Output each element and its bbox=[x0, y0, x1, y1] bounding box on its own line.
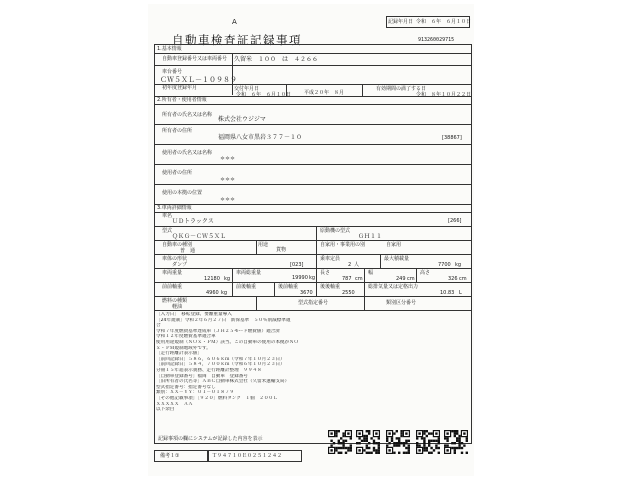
weight-value: 12180 bbox=[204, 276, 220, 282]
fuel-value: 軽油 bbox=[172, 304, 183, 310]
rule bbox=[154, 268, 472, 269]
maker-label: 車名 bbox=[162, 213, 173, 219]
qr-code-3 bbox=[386, 430, 410, 454]
rule bbox=[256, 240, 257, 254]
front-rear-axle-label: 前後軸重 bbox=[236, 284, 257, 290]
rule bbox=[154, 124, 472, 125]
weight-label: 車両重量 bbox=[162, 270, 183, 276]
remarks-line: 分冊１５年超表示義務、走行距離計整理 ９９４８ bbox=[156, 367, 262, 373]
user-name-label: 使用者の氏名又は名称 bbox=[162, 150, 213, 156]
remarks-line: 使用用途規制（ＮＯｘ・ＰＭ）該当。この自動車の使用の本拠がＮＯ bbox=[156, 339, 299, 345]
user-address-label: 使用者の住所 bbox=[162, 170, 193, 176]
body-shape-code: [023] bbox=[290, 262, 304, 268]
owner-name-value: 株式会社ウジジマ bbox=[218, 116, 266, 123]
rule bbox=[154, 282, 472, 283]
front-axle-label: 前前軸重 bbox=[162, 284, 183, 290]
qr-code-2-icon bbox=[356, 430, 380, 454]
registration-label: 自動車登録番号又は車両番号 bbox=[162, 56, 228, 62]
rule bbox=[316, 282, 317, 296]
gross-weight-value: 19990 bbox=[292, 275, 308, 281]
rule bbox=[154, 53, 472, 54]
rule bbox=[154, 240, 472, 241]
remarks-line: 令和１２年度燃費基準適合車 bbox=[156, 334, 216, 340]
rule bbox=[232, 53, 233, 95]
rear-rear-axle-value: 2550 bbox=[342, 290, 355, 296]
width-unit: cm bbox=[407, 276, 415, 282]
rule bbox=[274, 282, 275, 296]
length-value: 787 bbox=[342, 276, 352, 282]
max-load-value: 7700 bbox=[438, 262, 451, 268]
base-location-label: 使用の本拠の位置 bbox=[162, 190, 203, 196]
qr-code-4 bbox=[416, 430, 440, 454]
height-unit: cm bbox=[459, 276, 467, 282]
rule bbox=[154, 226, 472, 227]
base-location-value: ＊＊＊ bbox=[220, 197, 236, 203]
rear-front-axle-value: 3670 bbox=[300, 290, 313, 296]
displacement-value: 10.83 bbox=[440, 290, 455, 296]
private-use-label: 自家用・事業用の別 bbox=[320, 242, 366, 248]
length-unit: cm bbox=[355, 276, 363, 282]
width-label: 幅 bbox=[368, 270, 374, 276]
owner-name-label: 所有者の氏名又は名称 bbox=[162, 112, 213, 118]
qr-code-1-icon bbox=[328, 430, 352, 454]
qr-code-5 bbox=[444, 430, 468, 454]
height-value: 326 bbox=[448, 276, 458, 282]
qr-code-5-icon bbox=[444, 430, 468, 454]
rule bbox=[154, 212, 472, 213]
rule bbox=[154, 104, 472, 105]
body-shape-value: ダンプ bbox=[172, 262, 188, 268]
owner-address-value: 福岡県八女市黒岩３７７－１０ bbox=[218, 134, 303, 141]
front-axle-value: 4960 bbox=[206, 290, 219, 296]
rule bbox=[154, 164, 472, 165]
basic-section-title: 1.基本情報 bbox=[157, 46, 182, 52]
rule bbox=[286, 84, 287, 96]
max-load-label: 最大積載量 bbox=[384, 256, 410, 262]
width-value: 249 bbox=[396, 276, 406, 282]
remarks-line: ＸＸＸＸＸ ＡＡ bbox=[156, 401, 193, 407]
remarks-line: ［24年規制］令和２年６月２７日 新保基準 ５０％削減標準適 bbox=[156, 317, 291, 323]
rule bbox=[316, 240, 317, 254]
private-use-value: 自家用 bbox=[386, 242, 402, 248]
rule bbox=[232, 282, 233, 296]
issue-date-label: 交付年月日 bbox=[234, 86, 260, 92]
expiry-label: 有効期間の満了する日 bbox=[376, 86, 427, 92]
height-label: 高さ bbox=[420, 270, 431, 276]
capacity-value: 2 bbox=[348, 262, 352, 268]
rule bbox=[154, 254, 472, 255]
body-shape-label: 車体の形状 bbox=[162, 256, 188, 262]
rule bbox=[154, 296, 472, 297]
remarks-block bbox=[156, 312, 331, 413]
rule bbox=[154, 310, 472, 311]
max-load-unit: kg bbox=[455, 262, 462, 268]
inspection-certificate-sheet bbox=[148, 4, 474, 476]
engine-value: ＧＨ１１ bbox=[358, 233, 383, 240]
type-number-label: 型式指定番号 bbox=[298, 300, 329, 306]
expiry-value: 令和 ８年１０月２２日 bbox=[416, 92, 472, 98]
owner-section-title: 2.所有者・使用者情報 bbox=[157, 97, 207, 103]
weight-unit: kg bbox=[224, 276, 231, 282]
footer-notice: 記録事項の欄にシステムが記録した内容を表示 bbox=[158, 436, 263, 442]
model-label: 型式 bbox=[162, 228, 173, 234]
rule bbox=[316, 226, 317, 240]
remarks-line: 型式指定番号：指定番号なし bbox=[156, 384, 216, 390]
rear-rear-axle-label: 後後軸重 bbox=[320, 284, 341, 290]
first-registration-value: 平成２０年 ８月 bbox=[304, 90, 345, 96]
class-number-label: 類別区分番号 bbox=[386, 300, 417, 306]
first-registration-label: 初年度登録年月 bbox=[162, 85, 198, 91]
front-axle-unit: kg bbox=[221, 290, 228, 296]
qr-code-1 bbox=[328, 430, 352, 454]
rule bbox=[154, 144, 472, 145]
length-label: 長さ bbox=[320, 270, 331, 276]
rear-front-axle-label: 後前軸重 bbox=[278, 284, 299, 290]
remarks-line: 合 bbox=[156, 323, 161, 329]
remarks-line: ［前回記録日］５８６，６０６ｋｍ（令和７年１０月２３日） bbox=[156, 356, 285, 362]
maker-code: [266] bbox=[448, 218, 462, 224]
displacement-label: 総排気量又は定格出力 bbox=[368, 284, 419, 290]
rule bbox=[316, 268, 317, 282]
qr-code-2 bbox=[356, 430, 380, 454]
owner-address-label: 所有者の住所 bbox=[162, 128, 193, 134]
document-title: 自動車検査証記録事項 bbox=[172, 33, 302, 47]
capacity-label: 乗車定員 bbox=[320, 256, 341, 262]
footer-id-value: Ｔ９４７１０Ｅ０２５１２４２ bbox=[212, 453, 283, 459]
kind-value: 普 通 bbox=[180, 248, 196, 254]
displacement-unit: L bbox=[459, 290, 462, 296]
maker-value: ＵＤトラックス bbox=[172, 218, 214, 225]
remarks-line: ｘ・ＰＭ規制地域外です。 bbox=[156, 345, 211, 351]
rule bbox=[364, 296, 365, 310]
remarks-line: ［走行距離計表示値］ bbox=[156, 351, 202, 357]
vehicle-section-title: 3.車両詳細情報 bbox=[157, 205, 192, 211]
use-label: 用途 bbox=[258, 242, 269, 248]
model-value: ＱＫＧ－ＣＷ５ＸＬ bbox=[172, 233, 227, 240]
remarks-line: 類別：ＸＸ－ＹＹ：０１－０１８７９ bbox=[156, 390, 235, 396]
user-name-value: ＊＊＊ bbox=[220, 156, 236, 162]
document-number: 913260029715 bbox=[418, 37, 455, 43]
engine-label: 原動機の型式 bbox=[320, 228, 351, 234]
remarks-line: ［自動車登録番号］福岡 自動車 登録番号 bbox=[156, 373, 248, 379]
remarks-line: ［旧所有者の氏名等］ＡＢＣ自動車株式会社（久留米運輸支局） bbox=[156, 379, 290, 385]
rule bbox=[316, 254, 317, 268]
capacity-unit: 人 bbox=[354, 262, 360, 268]
rule bbox=[154, 204, 472, 205]
remarks-line: ［前回記録日］５８４，７００ｋｍ（令和６年１０月２３日） bbox=[156, 362, 285, 368]
remarks-line: 令和７年度燃費基準達成車（ＪＨ２５モード燃費値）適合済 bbox=[156, 328, 280, 334]
user-address-value: ＊＊＊ bbox=[220, 177, 236, 183]
qr-code-4-icon bbox=[416, 430, 440, 454]
chassis-value: ＣＷ５ＸＬ－１０９８９ bbox=[160, 76, 237, 84]
owner-address-code: [38867] bbox=[442, 135, 462, 141]
rule bbox=[364, 268, 365, 282]
rule bbox=[232, 268, 233, 282]
chassis-label: 車台番号 bbox=[162, 69, 183, 75]
rule bbox=[380, 254, 381, 268]
gross-weight-unit: kg bbox=[309, 275, 316, 281]
registration-value: 久留米 １００ は ４２６６ bbox=[234, 56, 319, 63]
record-date-value: 令和 ６年 ６月１０日 bbox=[416, 19, 472, 25]
fuel-label: 燃料の種類 bbox=[162, 298, 188, 304]
kind-label: 自動車の種別 bbox=[162, 242, 193, 248]
footer-id-label: 備考１① bbox=[160, 453, 180, 459]
gross-weight-label: 車両総重量 bbox=[236, 270, 262, 276]
use-value: 貨物 bbox=[276, 247, 287, 253]
remarks-line: ［その他記載事項］［９２０］燃料タンク １個 ２００Ｌ bbox=[156, 395, 278, 401]
top-mark: A bbox=[232, 18, 237, 26]
rule bbox=[364, 282, 365, 296]
rule bbox=[154, 184, 472, 185]
rule bbox=[416, 268, 417, 282]
rule bbox=[362, 84, 363, 96]
qr-code-3-icon bbox=[386, 430, 410, 454]
rule bbox=[154, 65, 472, 66]
issue-date-value: 令和 ６年 ６月１０日 bbox=[236, 92, 292, 98]
rule bbox=[256, 296, 257, 310]
remarks-line: 以下余白 bbox=[156, 407, 175, 413]
remarks-line: ［入力日］ 移転登録、要離重量導入 bbox=[156, 312, 232, 317]
record-date-label: 記録年月日 bbox=[388, 19, 414, 25]
rule bbox=[154, 84, 472, 85]
